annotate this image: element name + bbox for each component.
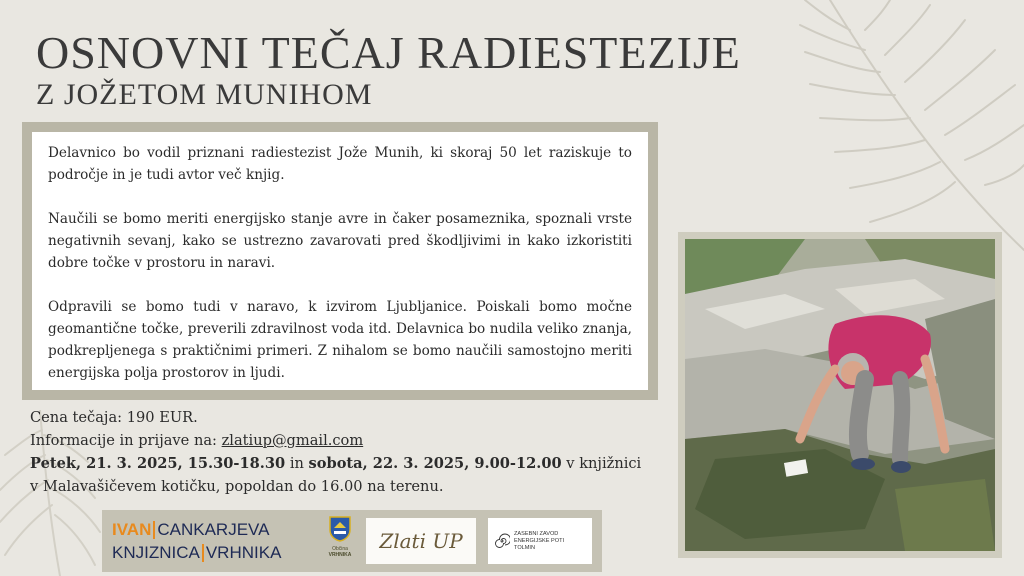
cankarjeva-knjiznica-logo: [112, 518, 308, 564]
page-subtitle: Z JOŽETOM MUNIHOM: [36, 78, 373, 111]
contact-label: Informacije in prijave na:: [30, 432, 222, 449]
logo-mark: KNJIZNICA: [112, 542, 200, 562]
logo-text: VRHNIKA: [205, 542, 282, 562]
schedule-text: [30, 452, 650, 498]
page-title: OSNOVNI TEČAJ RADIESTEZIJE: [36, 27, 741, 78]
description-paragraph: Delavnico bo vodil priznani radiestezist Jože Munih, ki skoraj 50 let raziskuje to področje in je tudi avtor več knjig.: [48, 145, 632, 183]
contact-line: [30, 429, 650, 452]
location-text: v knjižnici v Malavašičevem kotičku, popoldan do 16.00 na terenu.: [30, 455, 642, 495]
photo-frame: [678, 232, 1002, 558]
logo-text: CANKARJEVA: [157, 519, 270, 539]
price-text: Cena tečaja: 190 EUR.: [30, 409, 198, 426]
logo-mark: IVAN: [112, 519, 152, 539]
date-connector: in: [285, 455, 309, 472]
description-box: [32, 132, 648, 390]
date-saturday: sobota, 22. 3. 2025, 9.00-12.00: [308, 455, 562, 472]
obcina-label: Občina: [332, 546, 348, 552]
obcina-vrhnika-logo: [322, 516, 358, 568]
zlati-up-logo: Zlati UP: [366, 518, 476, 564]
sponsor-logos: [102, 510, 602, 572]
email-link[interactable]: zlatiup@gmail.com: [221, 432, 364, 449]
photo-man-at-spring: [685, 239, 995, 551]
description-frame: [22, 122, 658, 400]
coat-of-arms-icon: [329, 516, 351, 542]
spiral-icon: [494, 533, 510, 549]
date-friday: Petek, 21. 3. 2025, 15.30-18.30: [30, 455, 286, 472]
zavod-line: ENERGIJSKE POTI: [514, 537, 565, 544]
energijske-poti-logo: [488, 518, 592, 564]
obcina-name: VRHNIKA: [328, 552, 352, 558]
zavod-line: TOLMIN: [514, 544, 536, 551]
description-paragraph: Naučili se bomo meriti energijsko stanje avre in čaker posameznika, spoznali vrste negativnih sevanj, kako se ustrezno zavarovati pred škodljivimi in kako izkoristiti dobre točke v prostoru in naravi.: [48, 211, 632, 271]
event-info: [30, 406, 650, 498]
zavod-line: ZASEBNI ZAVOD: [514, 530, 559, 537]
photo-illustration: [685, 239, 995, 551]
description-paragraph: Odpravili se bomo tudi v naravo, k izvirom Ljubljanice. Poiskali bomo močne geomantične točke, preverili zdravilnost voda itd. Delavnica bo nudila veliko znanja, podkrepljenega s praktičnimi primeri. Z nihalom se bomo naučili samostojno meriti energijska polja prostorov in ljudi.: [48, 299, 632, 381]
